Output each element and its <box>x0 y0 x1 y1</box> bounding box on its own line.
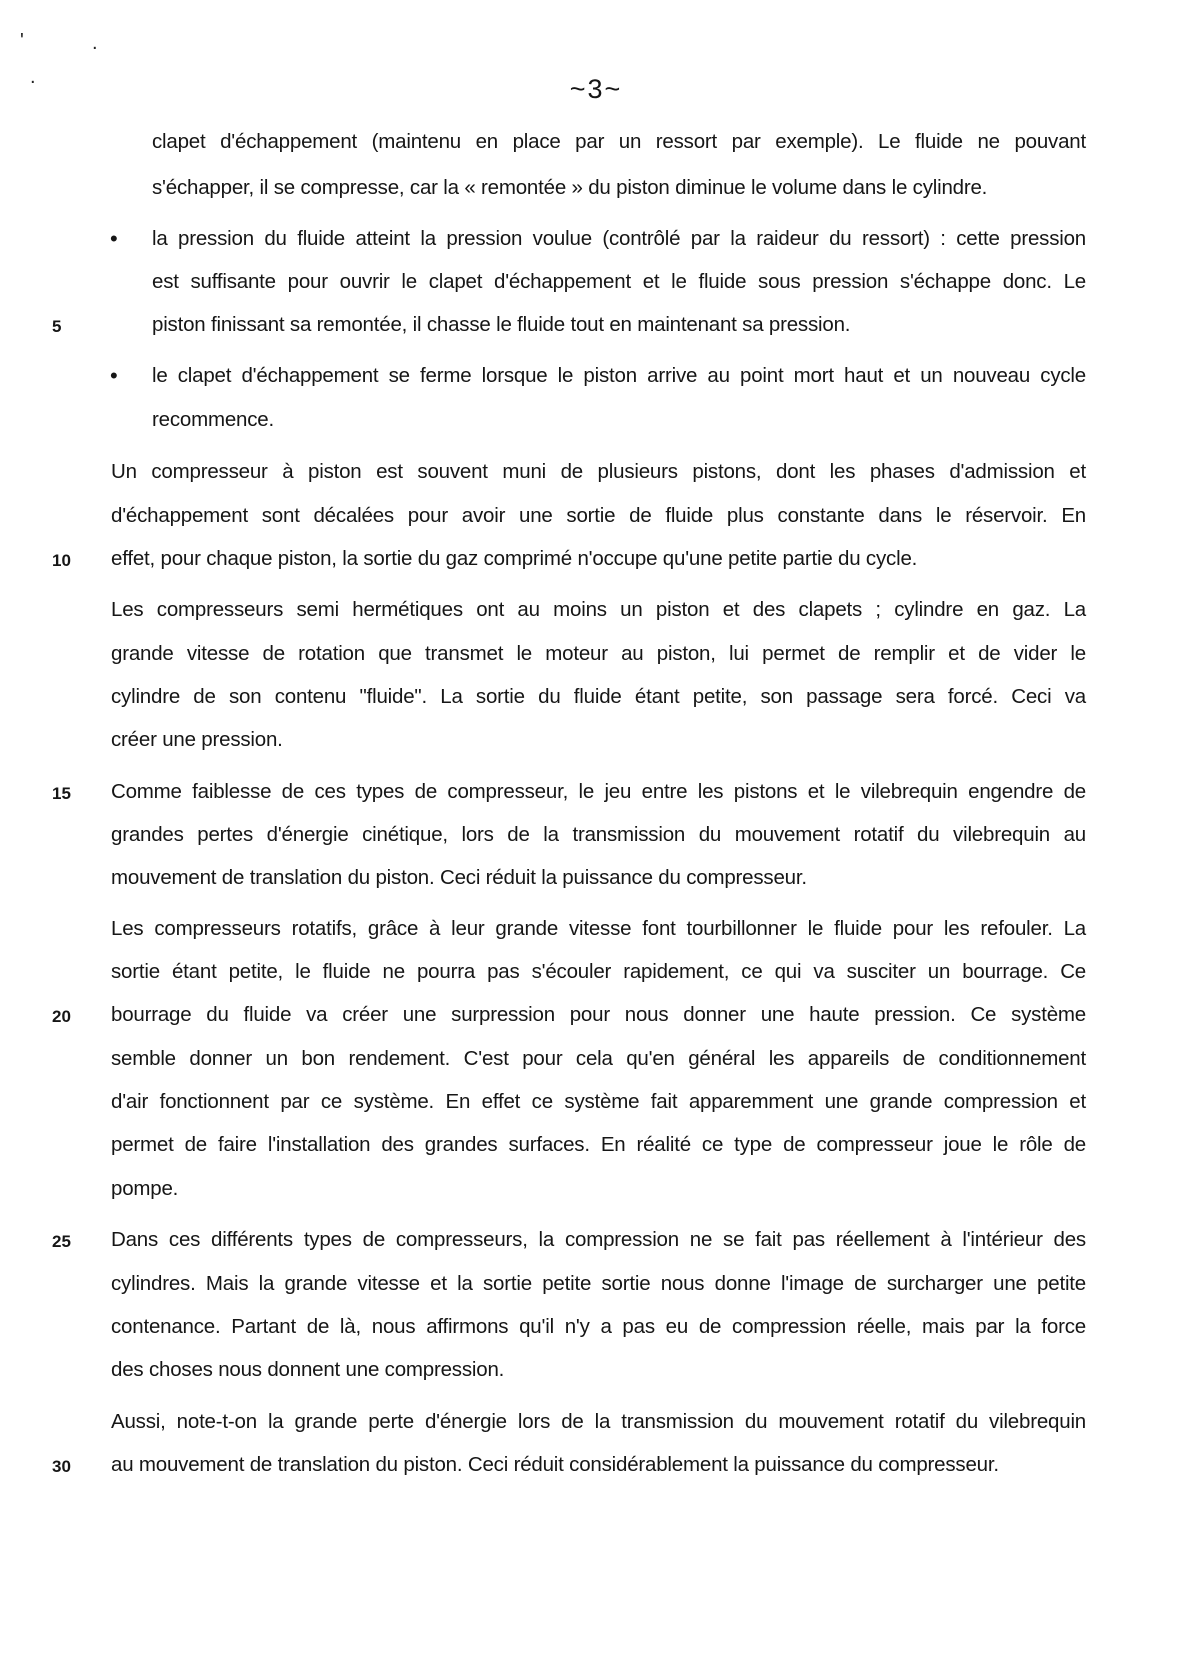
page-number: ~3~ <box>569 74 623 104</box>
scan-mark: . <box>30 66 36 88</box>
text-line: effet, pour chaque piston, la sortie du gaz comprimé n'occupe qu'une petite partie du cycle. <box>111 547 918 570</box>
text-line: au mouvement de translation du piston. Ceci réduit considérablement la puissance du compresseur. <box>111 1453 999 1476</box>
text-line: d'échappement sont décalées pour avoir une sortie de fluide plus constante dans le réservoir. En <box>111 504 1086 527</box>
scan-mark: . <box>92 32 98 54</box>
text-line: contenance. Partant de là, nous affirmons qu'il n'y a pas eu de compression réelle, mais par la force <box>111 1315 1086 1338</box>
text-line: clapet d'échappement (maintenu en place par un ressort par exemple). Le fluide ne pouvant <box>152 130 1086 153</box>
text-line: s'échapper, il se compresse, car la « remontée » du piston diminue le volume dans le cylindre. <box>152 176 988 199</box>
text-line: Un compresseur à piston est souvent muni de plusieurs pistons, dont les phases d'admission et <box>111 460 1086 483</box>
text-line: grande vitesse de rotation que transmet le moteur au piston, lui permet de remplir et de vider le <box>111 642 1086 665</box>
text-line: semble donner un bon rendement. C'est pour cela qu'en général les appareils de conditionnement <box>111 1047 1086 1070</box>
text-line: des choses nous donnent une compression. <box>111 1358 505 1381</box>
text-line: sortie étant petite, le fluide ne pourra pas s'écouler rapidement, ce qui va susciter un bourrage. Ce <box>111 960 1086 983</box>
text-line: créer une pression. <box>111 728 283 751</box>
text-line: Dans ces différents types de compresseurs, la compression ne se fait pas réellement à l'intérieur des <box>111 1228 1086 1251</box>
text-line: mouvement de translation du piston. Ceci réduit la puissance du compresseur. <box>111 866 807 889</box>
text-line: permet de faire l'installation des grandes surfaces. En réalité ce type de compresseur joue le rôle de <box>111 1133 1086 1156</box>
text-line: Aussi, note-t-on la grande perte d'énergie lors de la transmission du mouvement rotatif du vilebrequin <box>111 1410 1086 1433</box>
text-line: Comme faiblesse de ces types de compresseur, le jeu entre les pistons et le vilebrequin engendre de <box>111 780 1086 803</box>
text-line: cylindre de son contenu "fluide". La sortie du fluide étant petite, son passage sera forcé. Ceci va <box>111 685 1086 708</box>
text-line: bourrage du fluide va créer une surpression pour nous donner une haute pression. Ce système <box>111 1003 1086 1026</box>
text-line: d'air fonctionnent par ce système. En effet ce système fait apparemment une grande compression et <box>111 1090 1086 1113</box>
text-line: est suffisante pour ouvrir le clapet d'échappement et le fluide sous pression s'échappe donc. Le <box>152 270 1086 293</box>
line-number: 10 <box>52 551 71 570</box>
text-line: pompe. <box>111 1177 179 1200</box>
text-line: Les compresseurs rotatifs, grâce à leur grande vitesse font tourbillonner le fluide pour les refouler. La <box>111 917 1086 940</box>
text-line: le clapet d'échappement se ferme lorsque le piston arrive au point mort haut et un nouveau cycle <box>152 364 1086 387</box>
text-line: grandes pertes d'énergie cinétique, lors de la transmission du mouvement rotatif du vilebrequin au <box>111 823 1086 846</box>
text-line: piston finissant sa remontée, il chasse le fluide tout en maintenant sa pression. <box>152 313 851 336</box>
line-number: 5 <box>52 317 62 336</box>
scan-mark: ' <box>20 30 24 52</box>
line-number: 25 <box>52 1232 71 1251</box>
bullet-marker: • <box>110 226 118 251</box>
line-number: 20 <box>52 1007 71 1026</box>
line-number: 15 <box>52 784 71 803</box>
text-line: Les compresseurs semi hermétiques ont au moins un piston et des clapets ; cylindre en gaz. La <box>111 598 1086 621</box>
text-line: cylindres. Mais la grande vitesse et la sortie petite sortie nous donne l'image de surcharger une petite <box>111 1272 1086 1295</box>
text-line: la pression du fluide atteint la pression voulue (contrôlé par la raideur du ressort) : cette pression <box>152 227 1086 250</box>
text-line: recommence. <box>152 408 274 431</box>
line-number: 30 <box>52 1457 71 1476</box>
bullet-marker: • <box>110 363 118 388</box>
